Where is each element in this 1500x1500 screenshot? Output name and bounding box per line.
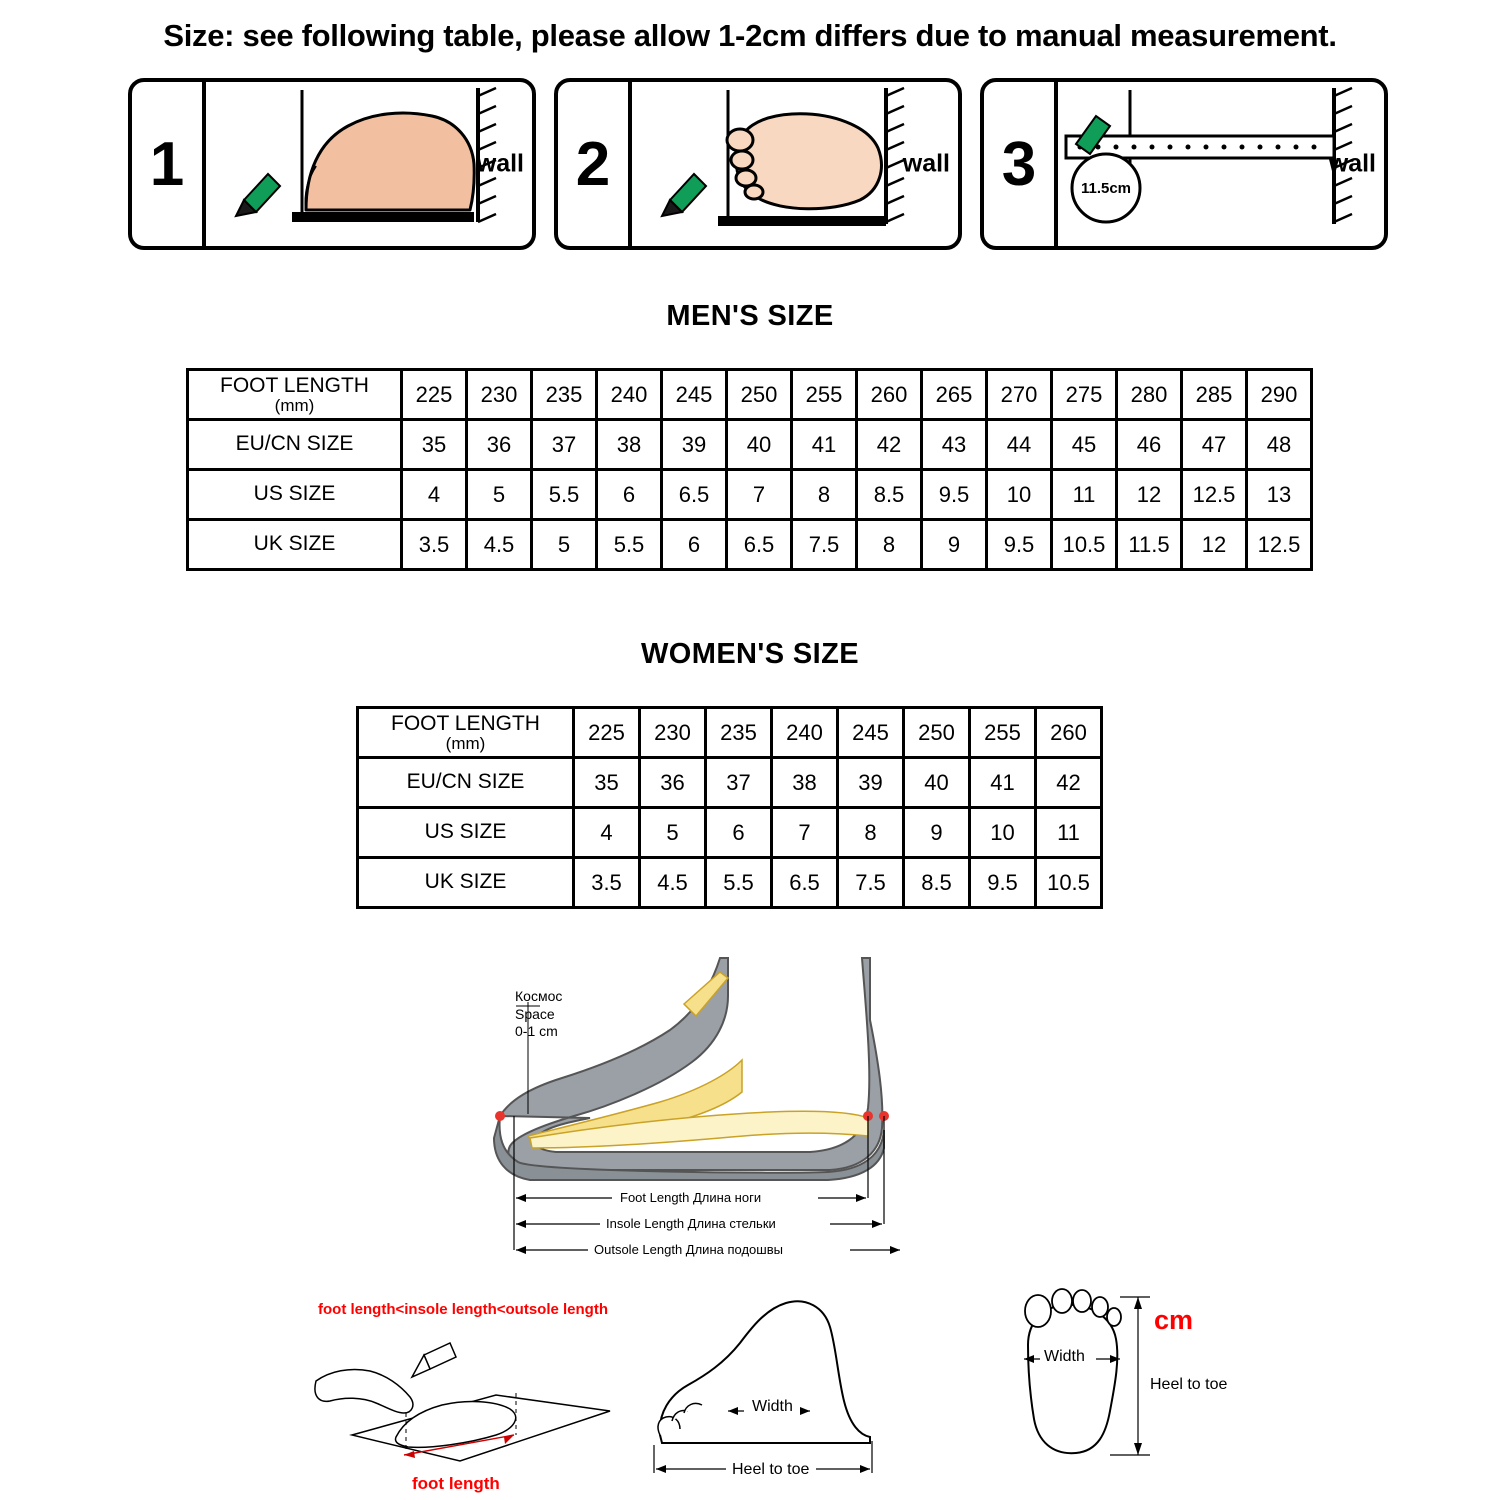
- row-label: EU/CN SIZE: [188, 420, 402, 470]
- cell: 10: [987, 470, 1052, 520]
- cell: 38: [597, 420, 662, 470]
- measure-outsole-length: Outsole Length Длина подошвы: [594, 1242, 783, 1257]
- cell: 6.5: [727, 520, 792, 570]
- cell: 245: [662, 370, 727, 420]
- cell: 11: [1052, 470, 1117, 520]
- cell: 48: [1247, 420, 1312, 470]
- cm-unit-label: cm: [1154, 1305, 1194, 1335]
- mens-size-table: [186, 368, 1313, 571]
- cell: 39: [838, 758, 904, 808]
- width-label-right: Width: [1044, 1348, 1085, 1365]
- cell: 280: [1117, 370, 1182, 420]
- cell: 42: [1036, 758, 1102, 808]
- cell: 260: [857, 370, 922, 420]
- cell: 7: [772, 808, 838, 858]
- womens-size-table: [356, 706, 1103, 909]
- measure-value: 11.5cm: [1080, 180, 1132, 197]
- cell: 5.5: [706, 858, 772, 908]
- cell: 4: [402, 470, 467, 520]
- cell: 4.5: [640, 858, 706, 908]
- cell: 235: [706, 708, 772, 758]
- measure-foot-length: Foot Length Длина ноги: [620, 1190, 762, 1205]
- cell: 4: [574, 808, 640, 858]
- cell: 10.5: [1036, 858, 1102, 908]
- cell: 7.5: [792, 520, 857, 570]
- cell: 6: [597, 470, 662, 520]
- row-label: UK SIZE: [188, 520, 402, 570]
- cell: 9.5: [987, 520, 1052, 570]
- space-label-en: Space: [515, 1005, 555, 1022]
- cell: 37: [532, 420, 597, 470]
- cell: 240: [597, 370, 662, 420]
- cell: 245: [838, 708, 904, 758]
- row-label: EU/CN SIZE: [358, 758, 574, 808]
- row-label: [358, 708, 574, 758]
- step-panel-3: [980, 78, 1388, 250]
- heel-to-toe-label-right: Heel to toe: [1150, 1376, 1228, 1393]
- length-relation-note: foot length<insole length<outsole length: [318, 1301, 608, 1318]
- cell: 8.5: [857, 470, 922, 520]
- cell: 255: [792, 370, 857, 420]
- space-label: [515, 988, 562, 1041]
- cell: 270: [987, 370, 1052, 420]
- foot-width-side-illustration: [640, 1285, 940, 1500]
- footprint-svg: [990, 1285, 1290, 1485]
- space-label-value: 0-1 cm: [515, 1023, 558, 1039]
- foot-length-caption: foot length: [412, 1474, 500, 1493]
- cell: 4.5: [467, 520, 532, 570]
- cell: 12: [1117, 470, 1182, 520]
- cell: 7.5: [838, 858, 904, 908]
- shoe-cross-section-diagram: [470, 950, 1010, 1280]
- cell: 12: [1182, 520, 1247, 570]
- heel-to-toe-label-mid: Heel to toe: [732, 1461, 810, 1478]
- cell: 260: [1036, 708, 1102, 758]
- space-label-ru: Космос: [515, 988, 563, 1004]
- cell: 5.5: [532, 470, 597, 520]
- cell: 240: [772, 708, 838, 758]
- cell: 225: [402, 370, 467, 420]
- cell: 11.5: [1117, 520, 1182, 570]
- cell: 6.5: [662, 470, 727, 520]
- cell: 12.5: [1247, 520, 1312, 570]
- width-label-mid: Width: [752, 1398, 793, 1415]
- cell: 235: [532, 370, 597, 420]
- mens-size-title: MEN'S SIZE: [666, 300, 834, 332]
- cell: 44: [987, 420, 1052, 470]
- measurement-steps: [128, 78, 1388, 250]
- table-row: [358, 808, 1102, 858]
- cell: 36: [467, 420, 532, 470]
- table-row: [358, 758, 1102, 808]
- cell: 38: [772, 758, 838, 808]
- cell: 285: [1182, 370, 1247, 420]
- foot-side-outline-svg: [640, 1285, 940, 1485]
- cell: 45: [1052, 420, 1117, 470]
- step-panel-1: [128, 78, 536, 250]
- cell: 7: [727, 470, 792, 520]
- cell: 8: [792, 470, 857, 520]
- page-title: Size: see following table, please allow 1-2cm differs due to manual measurement.: [163, 18, 1337, 53]
- cell: 41: [792, 420, 857, 470]
- cell: 230: [467, 370, 532, 420]
- cell: 290: [1247, 370, 1312, 420]
- wall-label: wall: [476, 149, 524, 178]
- table-row: [188, 370, 1312, 420]
- cell: 43: [922, 420, 987, 470]
- cell: 40: [904, 758, 970, 808]
- cell: 10.5: [1052, 520, 1117, 570]
- table-row: [358, 858, 1102, 908]
- cell: 39: [662, 420, 727, 470]
- row-label: US SIZE: [358, 808, 574, 858]
- bottom-illustrations: [0, 1285, 1500, 1500]
- cell: 35: [574, 758, 640, 808]
- cell: 9.5: [922, 470, 987, 520]
- cell: 3.5: [402, 520, 467, 570]
- cell: 265: [922, 370, 987, 420]
- wall-label: wall: [1328, 149, 1376, 178]
- cell: 225: [574, 708, 640, 758]
- cell: 11: [1036, 808, 1102, 858]
- foot-tracing-illustration: [300, 1285, 630, 1500]
- row-label-sub: (mm): [274, 395, 315, 415]
- cell: 36: [640, 758, 706, 808]
- step-number: 2: [558, 82, 632, 246]
- step-number: 1: [132, 82, 206, 246]
- cell: 250: [727, 370, 792, 420]
- cell: 9.5: [970, 858, 1036, 908]
- row-label-sub: (mm): [445, 733, 486, 753]
- cell: 37: [706, 758, 772, 808]
- cell: 8: [857, 520, 922, 570]
- row-label: UK SIZE: [358, 858, 574, 908]
- cell: 230: [640, 708, 706, 758]
- cell: 255: [970, 708, 1036, 758]
- cell: 13: [1247, 470, 1312, 520]
- cell: 46: [1117, 420, 1182, 470]
- cell: 9: [904, 808, 970, 858]
- foot-print-top-illustration: [990, 1285, 1290, 1500]
- table-row: [188, 420, 1312, 470]
- table-row: [188, 470, 1312, 520]
- row-label: US SIZE: [188, 470, 402, 520]
- row-label-text: FOOT LENGTH: [391, 711, 540, 735]
- table-row: [358, 708, 1102, 758]
- cell: 42: [857, 420, 922, 470]
- womens-size-title: WOMEN'S SIZE: [641, 638, 859, 670]
- step-panel-2: [554, 78, 962, 250]
- row-label: [188, 370, 402, 420]
- cell: 5: [467, 470, 532, 520]
- table-row: [188, 520, 1312, 570]
- measure-insole-length: Insole Length Длина стельки: [606, 1216, 776, 1231]
- step-number: 3: [984, 82, 1058, 246]
- cell: 6: [662, 520, 727, 570]
- cell: 40: [727, 420, 792, 470]
- cell: 5.5: [597, 520, 662, 570]
- cell: 5: [640, 808, 706, 858]
- cell: 35: [402, 420, 467, 470]
- wall-label: wall: [902, 149, 950, 178]
- cell: 6.5: [772, 858, 838, 908]
- cell: 3.5: [574, 858, 640, 908]
- cell: 6: [706, 808, 772, 858]
- cell: 12.5: [1182, 470, 1247, 520]
- cell: 47: [1182, 420, 1247, 470]
- cell: 10: [970, 808, 1036, 858]
- cell: 9: [922, 520, 987, 570]
- cell: 275: [1052, 370, 1117, 420]
- cell: 8.5: [904, 858, 970, 908]
- cell: 8: [838, 808, 904, 858]
- cell: 5: [532, 520, 597, 570]
- row-label-text: FOOT LENGTH: [220, 373, 369, 397]
- cell: 41: [970, 758, 1036, 808]
- cell: 250: [904, 708, 970, 758]
